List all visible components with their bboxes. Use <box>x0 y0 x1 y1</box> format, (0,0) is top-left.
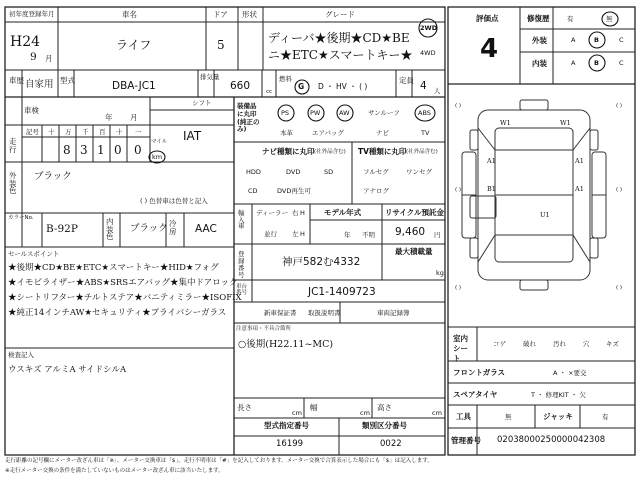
sales-point-line: ★純正14インチAW★セキュリティ★プライバシーガラス <box>8 308 227 318</box>
navi-dvd: DVD <box>286 168 301 176</box>
repair-yes: 有 <box>567 15 574 23</box>
doc-record: 車両記録簿 <box>377 309 410 317</box>
diagram-bracket: ( ) <box>455 187 462 193</box>
damage-mark: A1 <box>575 185 584 193</box>
sales-point-line: ★後期★CD★BE★ETC★スマートキー★HID★フォグ <box>8 263 219 273</box>
fuel-label: 燃料 <box>279 75 292 83</box>
first-reg-label: 初年度登録年月 <box>9 10 55 18</box>
equipment-label: 装備品に丸印(純正のみ) <box>237 102 260 134</box>
ac-value: AAC <box>195 223 217 235</box>
sales-point-line: ★シートリフター★チルトステア★バニティミラー★ISOFIX <box>8 293 242 303</box>
displacement-label: 排気量 <box>200 73 220 81</box>
sheet-hole: 穴 <box>583 340 590 348</box>
unit-km: km <box>152 153 163 161</box>
navi-sub: (社外品含む) <box>314 149 346 155</box>
score-label: 評価点 <box>476 14 499 23</box>
shape-label: 形状 <box>242 10 257 19</box>
navi-label: ナビ種類に丸印 <box>262 147 315 156</box>
inspector-notes: ウスキズ アルミA サイドシルA <box>8 365 127 375</box>
type-designation-value: 16199 <box>276 439 304 449</box>
exterior-color-label: 外装色 <box>9 171 17 195</box>
model-year-unit: 年 <box>344 231 351 239</box>
mileage-header: 十 <box>116 128 123 136</box>
doc-warranty: 新車保証書 <box>264 309 297 317</box>
length-label: 長さ <box>237 403 252 412</box>
interior-sheet-label: 室内シート <box>453 334 468 363</box>
spare-tire-label: スペアタイヤ <box>453 390 498 399</box>
notes-label: 注意事項・不具合箇所 <box>236 326 292 332</box>
import-handle: H <box>300 230 305 238</box>
exterior-grade-label: 外装 <box>532 36 547 45</box>
mileage-digit: 0 <box>114 143 122 157</box>
equip-sunroof: サンルーフ <box>368 109 400 117</box>
color-change-note: ( ) 色替車は色替と記入 <box>140 197 208 205</box>
height-unit: cm <box>432 409 442 417</box>
equip-tv: TV <box>421 129 430 137</box>
exterior-a: A <box>571 36 576 44</box>
tools-label: 工具 <box>456 412 471 421</box>
type-designation-label: 型式指定番号 <box>264 421 309 430</box>
tv-fullseg: フルセグ <box>363 168 389 176</box>
width-label: 幅 <box>310 403 318 412</box>
class-number-label: 類別区分番号 <box>362 421 407 430</box>
exterior-color: ブラック <box>34 171 72 182</box>
spare-tire-value: T ・ 修理KIT ・ 欠 <box>531 391 586 399</box>
vin-label: 車台番号 <box>236 284 248 297</box>
shift-label: シフト <box>192 99 212 107</box>
import-label: 輸入車 <box>238 209 245 230</box>
equip-leather: 本革 <box>280 129 293 137</box>
class-number-value: 0022 <box>380 439 402 449</box>
interior-grade-label: 内装 <box>532 59 547 68</box>
interior-color-label: 内装色 <box>106 217 114 241</box>
mileage-header: 百 <box>99 128 106 136</box>
capacity-value: 4 <box>420 80 427 92</box>
exterior-c: C <box>619 36 624 44</box>
kg-unit: kg <box>436 269 444 277</box>
mileage-header: 万 <box>65 128 72 136</box>
diagram-bracket: ( ) <box>616 285 623 291</box>
damage-mark: A1 <box>575 157 584 165</box>
fuel-others: D ・ HV ・ ( ) <box>318 82 368 91</box>
car-diagram <box>462 100 606 290</box>
recycle-amount: 9,460 <box>395 226 426 238</box>
inspector-label: 検査記入 <box>8 351 34 359</box>
tv-oneseg: ワンセグ <box>406 168 432 176</box>
yen-unit: 円 <box>434 231 441 239</box>
usage: 自家用 <box>25 79 54 90</box>
equip-airbag: エアバッグ <box>312 129 344 137</box>
color-code-label: カラーNo. <box>8 215 34 221</box>
mgmt-number: 02038000250000042308 <box>497 435 606 445</box>
era-year: H24 <box>10 34 41 50</box>
height-label: 高さ <box>377 403 392 412</box>
registration-number: 神戸582む4332 <box>282 256 361 268</box>
sheet-stain: 汚れ <box>553 340 566 348</box>
inspection-month-unit: 月 <box>130 113 138 122</box>
mileage-header: 千 <box>82 128 89 136</box>
mileage-header: 一 <box>135 128 142 136</box>
displacement-value: 660 <box>230 80 251 92</box>
interior-color: ブラック <box>130 223 168 234</box>
capacity-label: 定員 <box>399 76 414 85</box>
interior-c: C <box>619 59 624 67</box>
sales-points-label: セールスポイント <box>8 250 60 258</box>
exterior-b: B <box>594 36 599 44</box>
interior-b: B <box>594 59 599 67</box>
equip-aw: AW <box>339 109 350 117</box>
damage-mark: W1 <box>560 119 571 127</box>
model-year-unknown: 不明 <box>362 231 375 239</box>
doors-label: ドア <box>213 10 228 19</box>
mileage-header: 十 <box>48 128 55 136</box>
max-load-label: 最大積載量 <box>395 247 433 256</box>
footer-note-2: ※走行メーター交換の条件を満たしていないものはメーター改ざん車に該当いたします。 <box>5 468 224 474</box>
damage-mark: B1 <box>487 185 496 193</box>
front-glass-value: A ・ ×要交 <box>553 369 587 377</box>
jack-value: 有 <box>602 413 609 421</box>
tools-value: 無 <box>505 413 512 421</box>
diagram-bracket: ( ) <box>455 103 462 109</box>
model-code: DBA-JC1 <box>112 80 156 92</box>
diagram-bracket: ( ) <box>616 103 623 109</box>
navi-hdd: HDD <box>246 168 261 176</box>
vin-number: JC1-1409723 <box>308 286 376 298</box>
repair-label: 修復歴 <box>527 14 550 23</box>
diagram-bracket: ( ) <box>455 285 462 291</box>
footer-note-1: 走行距離の記号欄にメーター改ざん車は「※」、メーター交換車は「$」、走行不明車は「#」を記入しております。メーター交換で合算表示した場合にも「$」は記入します。 <box>5 458 433 464</box>
model-year-label: モデル年式 <box>324 208 362 217</box>
sheet-tear: 破れ <box>523 340 536 348</box>
import-dealer: ディーラー <box>256 209 288 217</box>
width-unit: cm <box>360 409 370 417</box>
jack-label: ジャッキ <box>543 412 573 421</box>
mgmt-label: 管理番号 <box>451 436 481 445</box>
fuel-gasoline: G <box>298 82 305 91</box>
notes-text: ○後期(H22.11~MC) <box>238 339 334 350</box>
equip-pw: PW <box>310 109 321 117</box>
inspection-label: 車検 <box>24 106 39 115</box>
import-left: 左 <box>292 230 299 238</box>
color-code: B-92P <box>46 223 78 235</box>
front-glass-label: フロントガラス <box>453 368 506 377</box>
import-handle: H <box>300 209 305 217</box>
tv-analog: アナログ <box>363 187 389 195</box>
unit-mile: マイル <box>151 139 168 145</box>
reg-month: 9 <box>30 51 37 63</box>
import-parallel: 並行 <box>264 230 277 238</box>
drive-2wd: 2WD <box>420 24 438 32</box>
registration-label: 登録番号 <box>238 250 245 280</box>
tv-label: TV種類に丸印 <box>358 147 407 156</box>
mileage-digit: 1 <box>97 143 105 157</box>
car-name: ライフ <box>116 38 152 52</box>
cc-unit: cc <box>266 89 273 95</box>
recycle-label: リサイクル預託金 <box>385 208 444 217</box>
car-name-label: 車名 <box>122 10 137 19</box>
length-unit: cm <box>292 409 302 417</box>
grade-label: グレード <box>325 10 355 19</box>
mileage-digit: 3 <box>80 143 88 157</box>
interior-a: A <box>571 59 576 67</box>
grade-line-1: ディーバ★後期★CD★BE <box>268 31 410 45</box>
damage-mark: A1 <box>487 157 496 165</box>
month-unit: 月 <box>45 54 53 63</box>
repair-no: 無 <box>606 15 613 23</box>
equip-navi: ナビ <box>376 129 389 137</box>
mileage-label: 走行 <box>9 137 17 154</box>
doors-value: 5 <box>217 38 225 52</box>
grade-line-2: ニ★ETC★スマートキー★ <box>268 48 413 62</box>
sales-point-line: ★イモビライザー★ABS★SRSエアバッグ★集中ドアロック <box>8 278 238 288</box>
doc-manual: 取扱説明書 <box>308 309 341 317</box>
tv-sub: (社外品含む) <box>406 149 438 155</box>
diagram-bracket: ( ) <box>616 187 623 193</box>
sheet-scratch: キズ <box>606 340 619 348</box>
drive-4wd: 4WD <box>420 49 436 57</box>
equip-ps: PS <box>281 109 290 117</box>
navi-sd: SD <box>324 168 334 176</box>
equip-abs: ABS <box>418 109 431 117</box>
ac-label: 冷房 <box>169 219 177 236</box>
mileage-digit: 8 <box>63 143 71 157</box>
mileage-header-symbol: 記号 <box>26 128 39 136</box>
score-value: 4 <box>480 34 499 64</box>
navi-cd: CD <box>248 187 258 195</box>
damage-mark: W1 <box>500 119 511 127</box>
navi-dvd-play: DVD再生可 <box>277 187 311 195</box>
history-label: 車歴 <box>9 76 24 85</box>
inspection-year-unit: 年 <box>105 113 113 122</box>
mileage-digit: 0 <box>134 143 142 157</box>
sheet-burn: コゲ <box>493 340 506 348</box>
shift-value: IAT <box>183 129 202 143</box>
import-right: 右 <box>292 209 299 217</box>
model-label: 型式 <box>60 76 75 85</box>
person-unit: 人 <box>434 87 441 95</box>
damage-mark: U1 <box>540 211 550 219</box>
